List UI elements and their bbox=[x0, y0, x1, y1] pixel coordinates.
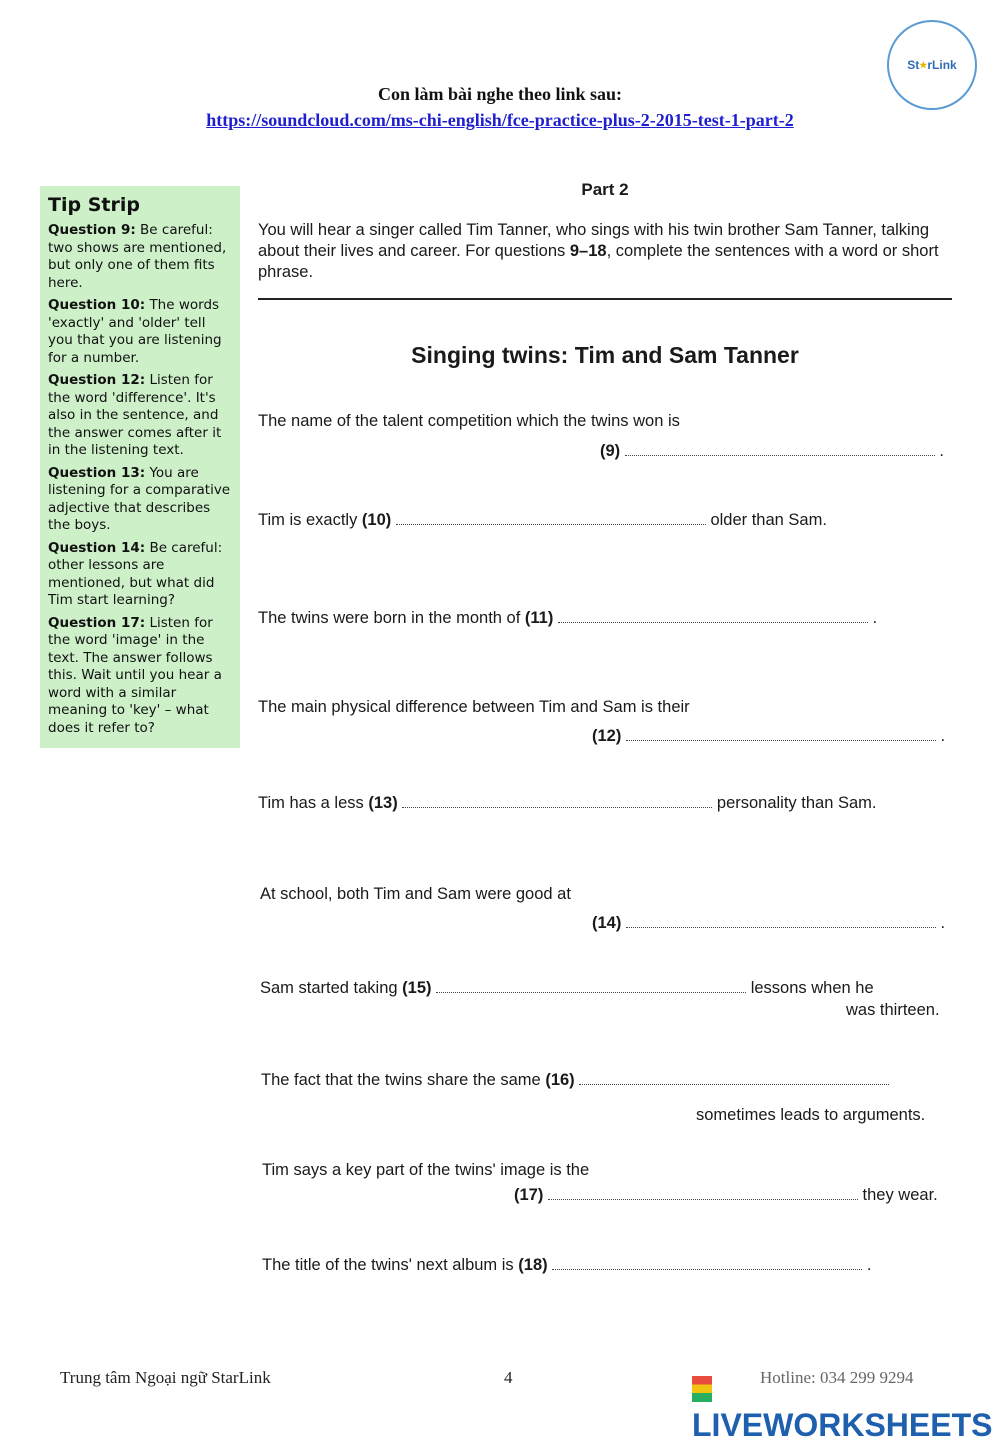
tip-text: Listen for the word 'difference'. It's also in the sentence, and the answer comes after it in the listening text. bbox=[48, 372, 222, 458]
listening-instruction: Con làm bài nghe theo link sau: bbox=[377, 84, 623, 104]
question-number: (18) bbox=[518, 1256, 548, 1274]
tip-strip-title: Tip Strip bbox=[48, 194, 140, 216]
question-15-continuation: was thirteen. bbox=[846, 1001, 940, 1019]
question-10 bbox=[258, 511, 827, 530]
tip-item bbox=[48, 540, 232, 610]
question-12-prompt: The main physical difference between Tim and Sam is their bbox=[258, 698, 690, 716]
answer-blank-17[interactable] bbox=[548, 1186, 858, 1200]
footer-hotline: Hotline: 034 299 9294 bbox=[760, 1368, 914, 1387]
question-text-after: personality than Sam. bbox=[716, 794, 877, 812]
question-number: (13) bbox=[368, 794, 398, 812]
question-12-answer-line bbox=[592, 727, 945, 746]
question-number: (9) bbox=[600, 442, 621, 460]
question-text: Tim is exactly bbox=[258, 511, 358, 529]
tip-text: You are listening for a comparative adjective that describes the boys. bbox=[48, 464, 231, 533]
question-number: (10) bbox=[361, 511, 392, 529]
liveworksheets-watermark bbox=[692, 1370, 1000, 1444]
watermark-text: LIVEWORKSHEETS bbox=[692, 1407, 993, 1443]
exercise-area bbox=[258, 180, 952, 1274]
question-number: (12) bbox=[592, 727, 622, 745]
question-text: The title of the twins' next album is bbox=[262, 1256, 514, 1274]
intro-text-end: , complete the sentences with a word or short phrase. bbox=[258, 242, 939, 281]
question-15 bbox=[260, 979, 874, 998]
liveworksheets-logo-icon bbox=[692, 1376, 712, 1402]
answer-blank-18[interactable] bbox=[552, 1256, 862, 1270]
question-11 bbox=[258, 609, 877, 628]
question-text: The fact that the twins share the same bbox=[261, 1071, 541, 1089]
tip-item bbox=[48, 372, 232, 460]
answer-blank-15[interactable] bbox=[436, 979, 746, 993]
divider bbox=[258, 298, 952, 300]
question-number: (11) bbox=[524, 609, 554, 627]
question-14-answer-line bbox=[592, 914, 945, 933]
soundcloud-link[interactable]: https://soundcloud.com/ms-chi-english/fce-practice-plus-2-2015-test-1-part-2 bbox=[206, 110, 794, 130]
answer-blank-11[interactable] bbox=[558, 609, 868, 623]
starlink-logo bbox=[887, 20, 977, 110]
tip-label: Question 10: bbox=[48, 297, 146, 313]
page-number: 4 bbox=[504, 1368, 513, 1387]
question-14-prompt: At school, both Tim and Sam were good at bbox=[260, 885, 571, 903]
answer-blank-13[interactable] bbox=[402, 794, 712, 808]
question-text-after: they wear. bbox=[862, 1186, 938, 1204]
sentence-end: . bbox=[866, 1256, 872, 1274]
answer-blank-10[interactable] bbox=[396, 511, 706, 525]
tip-item bbox=[48, 465, 232, 535]
question-text-after: older than Sam. bbox=[710, 511, 827, 529]
question-range: 9–18 bbox=[569, 242, 607, 260]
tip-item bbox=[48, 297, 232, 367]
part-instructions bbox=[258, 220, 952, 283]
tip-text: Be careful: other lessons are mentioned, but what did Tim start learning? bbox=[48, 539, 223, 608]
answer-blank-9[interactable] bbox=[625, 442, 935, 456]
tip-text: Listen for the word 'image' in the text. The answer follows this. Wait until you hear a word with a similar meaning to 'key' – what does it refer to? bbox=[48, 614, 222, 736]
tip-label: Question 14: bbox=[48, 539, 146, 556]
answer-blank-14[interactable] bbox=[626, 914, 936, 928]
tip-text: Be careful: two shows are mentioned, but only one of them fits here. bbox=[48, 222, 227, 291]
question-number: (16) bbox=[545, 1071, 575, 1089]
footer-center-name: Trung tâm Ngoại ngữ StarLink bbox=[60, 1368, 271, 1387]
part-heading: Part 2 bbox=[581, 180, 629, 199]
question-text: Tim has a less bbox=[258, 794, 364, 812]
question-text-after: lessons when he bbox=[750, 979, 874, 997]
question-17-prompt: Tim says a key part of the twins' image is the bbox=[262, 1161, 590, 1179]
tip-label: Question 17: bbox=[48, 614, 146, 631]
question-9-answer-line bbox=[600, 442, 944, 461]
question-16 bbox=[261, 1071, 889, 1090]
logo-text-end: rLink bbox=[927, 58, 957, 72]
page-header bbox=[0, 84, 1000, 131]
sentence-end: . bbox=[939, 442, 944, 460]
question-9-prompt: The name of the talent competition which the twins won is bbox=[258, 412, 680, 430]
question-13 bbox=[258, 794, 876, 813]
tip-text: The words 'exactly' and 'older' tell you that you are listening for a number. bbox=[48, 297, 222, 366]
star-icon: ★ bbox=[919, 59, 928, 70]
answer-blank-16[interactable] bbox=[579, 1071, 889, 1085]
question-number: (14) bbox=[592, 914, 622, 932]
logo-text-start: St bbox=[907, 58, 920, 72]
sentence-end: . bbox=[940, 914, 946, 932]
sentence-end: . bbox=[940, 727, 946, 745]
question-18 bbox=[262, 1256, 871, 1275]
tip-label: Question 12: bbox=[48, 372, 146, 388]
tip-label: Question 9: bbox=[48, 222, 136, 238]
tip-strip bbox=[40, 186, 240, 748]
question-16-continuation: sometimes leads to arguments. bbox=[696, 1106, 926, 1124]
exercise-title: Singing twins: Tim and Sam Tanner bbox=[411, 342, 799, 368]
tip-item bbox=[48, 222, 232, 292]
intro-text: You will hear a singer called Tim Tanner, who sings with his twin brother Sam Tanner, talking about their lives and career. For questions bbox=[258, 221, 930, 260]
question-text: The twins were born in the month of bbox=[258, 609, 521, 627]
answer-blank-12[interactable] bbox=[626, 727, 936, 741]
question-17-answer-line bbox=[514, 1186, 938, 1205]
question-number: (17) bbox=[514, 1186, 544, 1204]
tip-item bbox=[48, 615, 232, 738]
question-text: Sam started taking bbox=[260, 979, 398, 997]
sentence-end: . bbox=[872, 609, 878, 627]
tip-label: Question 13: bbox=[48, 464, 146, 481]
question-number: (15) bbox=[402, 979, 432, 997]
